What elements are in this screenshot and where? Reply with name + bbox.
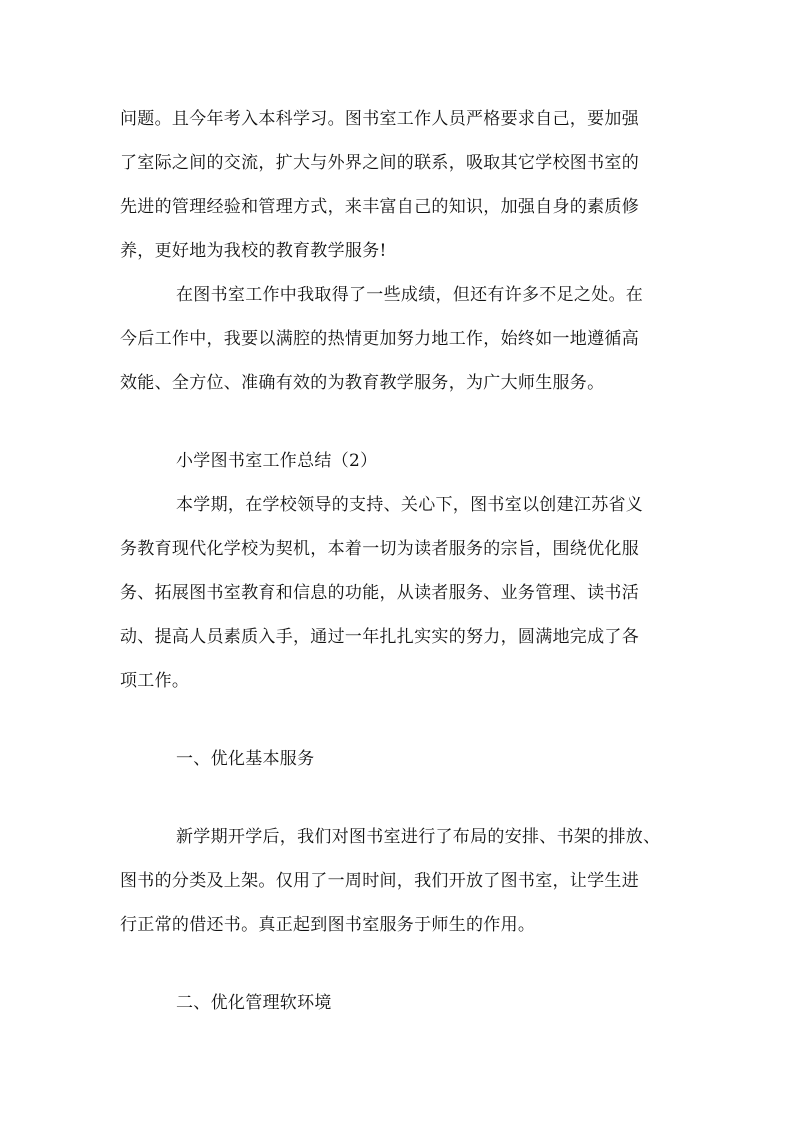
paragraph-3-line-2: 务教育现代化学校为契机，本着一切为读者服务的宗旨，围绕优化服 xyxy=(120,539,639,559)
paragraph-1-line-3: 先进的管理经验和管理方式，来丰富自己的知识，加强自身的素质修 xyxy=(120,197,639,217)
paragraph-1-line-2: 了室际之间的交流，扩大与外界之间的联系，吸取其它学校图书室的 xyxy=(120,153,639,173)
paragraph-2-line-3: 效能、全方位、准确有效的为教育教学服务，为广大师生服务。 xyxy=(120,373,605,393)
section-title: 小学图书室工作总结（2） xyxy=(176,451,378,471)
paragraph-2-line-1: 在图书室工作中我取得了一些成绩，但还有许多不足之处。在 xyxy=(176,285,644,305)
paragraph-3-line-5: 项工作。 xyxy=(120,671,190,691)
paragraph-2-line-2: 今后工作中，我要以满腔的热情更加努力地工作，始终如一地遵循高 xyxy=(120,329,639,349)
heading-optimize-management-environment: 二、优化管理软环境 xyxy=(176,993,332,1013)
heading-optimize-basic-service: 一、优化基本服务 xyxy=(176,749,315,769)
paragraph-1-line-4: 养，更好地为我校的教育教学服务! xyxy=(120,241,387,261)
paragraph-3-line-3: 务、拓展图书室教育和信息的功能，从读者服务、业务管理、读书活 xyxy=(120,583,639,603)
paragraph-3-line-1: 本学期，在学校领导的支持、关心下，图书室以创建江苏省义 xyxy=(176,495,644,515)
paragraph-3-line-4: 动、提高人员素质入手，通过一年扎扎实实的努力，圆满地完成了各 xyxy=(120,627,639,647)
paragraph-4-line-3: 行正常的借还书。真正起到图书室服务于师生的作用。 xyxy=(120,915,536,935)
paragraph-4-line-1: 新学期开学后，我们对图书室进行了布局的安排、书架的排放、 xyxy=(176,827,661,847)
paragraph-1-line-1: 问题。且今年考入本科学习。图书室工作人员严格要求自己，要加强 xyxy=(120,109,639,129)
paragraph-4-line-2: 图书的分类及上架。仅用了一周时间，我们开放了图书室，让学生进 xyxy=(120,871,639,891)
